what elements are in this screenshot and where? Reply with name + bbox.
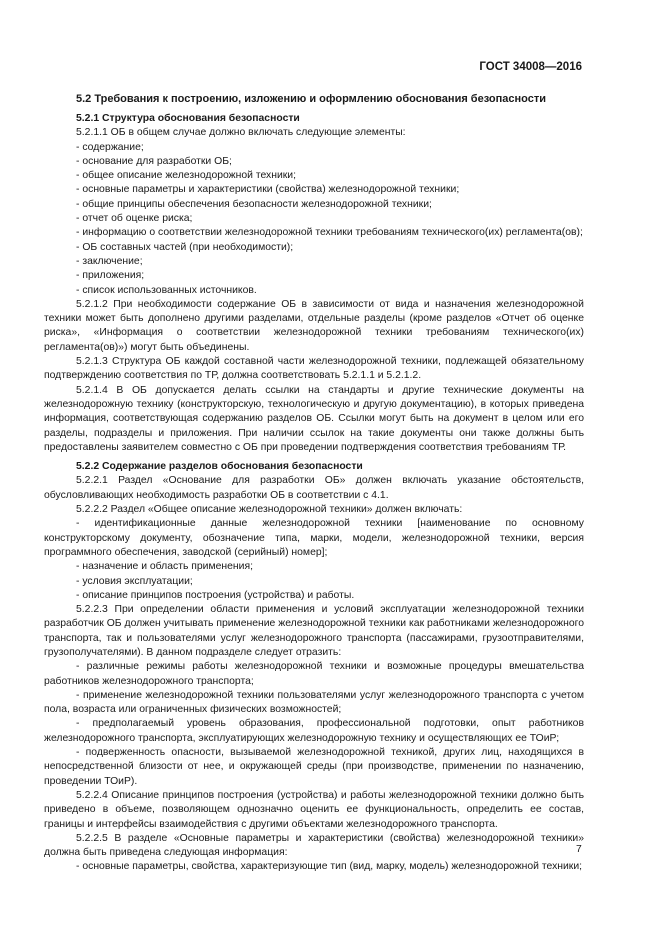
list-item: - заключение; (76, 255, 143, 267)
list-item: - применение железнодорожной техники пользователями услуг железнодорожного транспорта с учетом пола, возраста или ограниченных физических возможностей; (44, 689, 584, 716)
paragraph: 5.2.1.1 ОБ в общем случае должно включать следующие элементы: (76, 127, 406, 139)
subsection-heading: 5.2.1 Структура обоснования безопасности (76, 113, 300, 124)
list-item: - идентификационные данные железнодорожной техники [наименование по основному конструкторскому документу, обозначение типа, марки, модели, железнодорожной техники, версия программного обеспечения, заводской (серийный) номер]; (44, 518, 584, 558)
list-item: - назначение и область применения; (76, 561, 253, 573)
document-body (44, 92, 584, 875)
list-item: - информацию о соответствии железнодорожной техники требованиям технического(их) регламента(ов); (76, 227, 583, 239)
list-item: - список использованных источников. (76, 284, 257, 296)
paragraph: 5.2.1.2 При необходимости содержание ОБ в зависимости от вида и назначения железнодорожной техники может быть дополнено другими разделами, отдельные разделы (кроме разделов «Отчет об оценке риска», «Информация о соответствии железнодорожной техники требованиям технического(их) регламента(ов)») могут быть объединены. (44, 298, 584, 353)
paragraph: 5.2.1.3 Структура ОБ каждой составной части железнодорожной техники, подлежащей обязательному подтверждению соответствия по ТР, должна соответствовать 5.2.1.1 и 5.2.1.2. (44, 356, 584, 382)
paragraph: 5.2.2.4 Описание принципов построения (устройства) и работы железнодорожной техники должно быть приведено в объеме, позволяющем однозначно оценить ее функциональность, определить ее состав, границы и интерфейсы взаимодействия с другими объектами железнодорожного транспорта. (44, 789, 584, 830)
paragraph: 5.2.2.1 Раздел «Основание для разработки ОБ» должен включать указание обстоятельств, обусловливающих необходимость разработки ОБ в соответствии с 4.1. (44, 475, 584, 501)
list-item: - отчет об оценке риска; (76, 213, 193, 225)
list-item: - общие принципы обеспечения безопасности железнодорожной техники; (76, 198, 432, 210)
subsection-heading: 5.2.2 Содержание разделов обоснования безопасности (76, 461, 363, 473)
list-item: - различные режимы работы железнодорожной техники и возможные процедуры вмешательства работников железнодорожного транспорта; (44, 661, 584, 687)
list-item: - приложения; (76, 270, 145, 282)
section-heading: 5.2 Требования к построению, изложению и оформлению обоснования безопасности (76, 93, 546, 105)
list-item: - предполагаемый уровень образования, профессиональной подготовки, опыт работников железнодорожного транспорта, эксплуатирующих железнодорожную технику и осуществляющих ее ТОиР; (44, 718, 584, 744)
list-item: - подверженность опасности, вызываемой железнодорожной техникой, других лиц, находящихся в непосредственной близости от нее, и окружающей среды (при производстве, применении по назначению, проведении ТОиР). (44, 747, 584, 787)
paragraph: 5.2.1.4 В ОБ допускается делать ссылки на стандарты и другие технические документы на железнодорожную технику (конструкторскую, технологическую и другую документацию), в которых приведена информация, соответствующая содержанию разделов ОБ. Ссылки могут быть на документ в целом или его разделы, подразделы и приложения. При наличии ссылок на такие документы они также должны быть предоставлены заявителем совместно с ОБ при проведении подтверждения соответствия требованиям ТР. (44, 384, 584, 453)
list-item: - условия эксплуатации; (76, 575, 193, 587)
document-header: ГОСТ 34008—2016 (479, 61, 582, 73)
paragraph: 5.2.2.2 Раздел «Общее описание железнодорожной техники» должен включать: (76, 504, 463, 516)
list-item: - общее описание железнодорожной техники; (76, 170, 297, 182)
paragraph: 5.2.2.3 При определении области применения и условий эксплуатации железнодорожной техники разработчик ОБ должен учитывать применение железнодорожной техники как работниками железнодорожного транспорта, так и пользователями услуг железнодорожного транспорта (пассажирами, грузоотправителями, грузополучателями). В данном подразделе следует отразить: (44, 604, 584, 658)
paragraph: 5.2.2.5 В разделе «Основные параметры и характеристики (свойства) железнодорожной техники» должна быть приведена следующая информация: (44, 832, 584, 859)
list-item: - основные параметры, свойства, характеризующие тип (вид, марку, модель) железнодорожной техники; (76, 861, 583, 873)
list-item: - основание для разработки ОБ; (76, 155, 232, 167)
list-item: - содержание; (76, 141, 144, 153)
page-number: 7 (576, 844, 582, 855)
list-item: - основные параметры и характеристики (свойства) железнодорожной техники; (76, 184, 460, 196)
list-item: - описание принципов построения (устройства) и работы. (76, 589, 355, 601)
list-item: - ОБ составных частей (при необходимости); (76, 241, 294, 253)
